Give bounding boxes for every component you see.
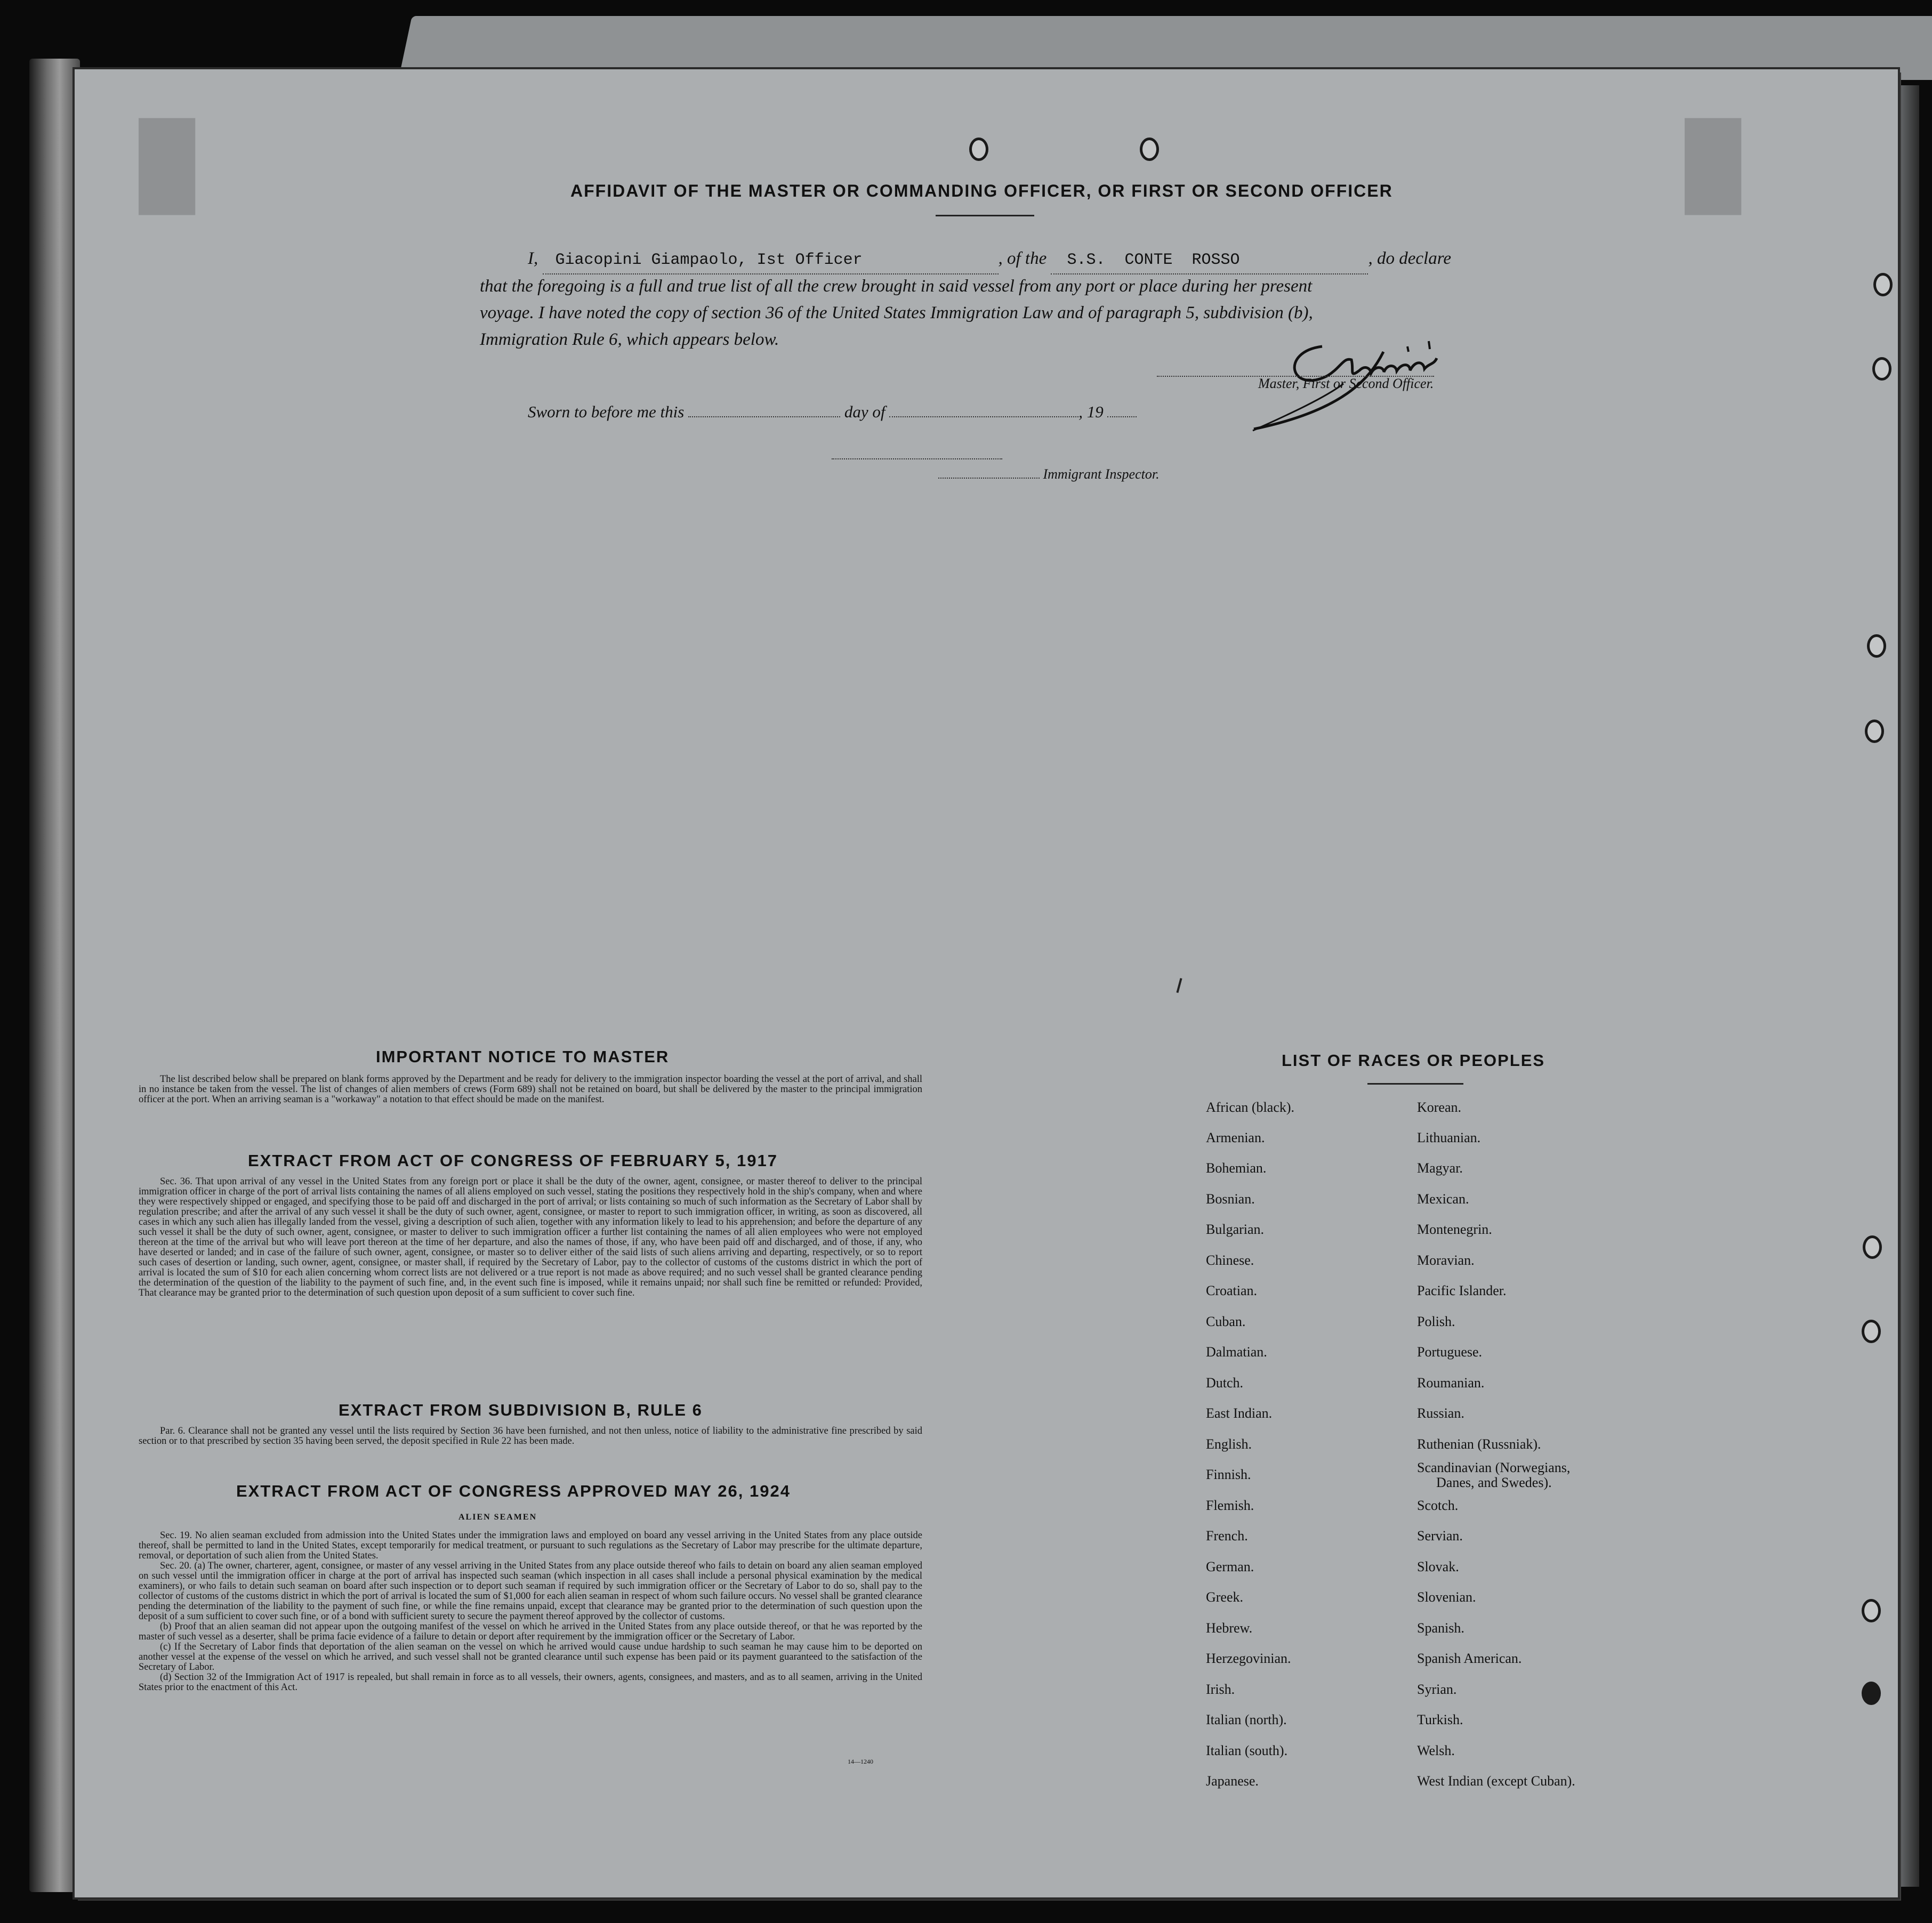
race-item: Slovak. (1417, 1559, 1459, 1574)
race-item: Armenian. (1206, 1130, 1265, 1145)
punch-hole (1863, 1235, 1882, 1259)
vessel-name: S.S. CONTE ROSSO (1067, 251, 1240, 269)
punch-hole (1865, 720, 1884, 743)
sworn-year-label: , 19 (1078, 402, 1104, 421)
race-item: Lithuanian. (1417, 1130, 1481, 1145)
officer-name: Giacopini Giampaolo, Ist Officer (555, 251, 863, 269)
sworn-month-field (889, 416, 1078, 417)
punch-hole (1862, 1599, 1881, 1622)
race-item: Croatian. (1206, 1283, 1258, 1298)
race-item: Slovenian. (1417, 1589, 1476, 1605)
inspector-caption-leader (938, 478, 1040, 479)
alien-seamen-subtitle: ALIEN SEAMEN (458, 1513, 537, 1522)
section-20c: (c) If the Secretary of Labor finds that deportation of the alien seaman on the vessel on which he arrived would cause undue hardship to such seaman he may cause him to be deported on another vessel at the expense of the vessel on which he arrived, and such vessel shall not be granted clearance until such expense has been paid or its payment guaranteed to the satisfaction of the Secretary of Labor. (139, 1642, 922, 1672)
race-item: Dalmatian. (1206, 1344, 1267, 1360)
section-19: Sec. 19. No alien seaman excluded from admission into the United States under the immigration laws and employed on board any vessel arriving in the United States from any place outside thereof, shall be permitted to land in the United States, except temporarily for medical treatment, or pursuant to such regulations as the Secretary of Labor may prescribe for the ultimate departure, removal, or deportation of such alien from the United States. (139, 1530, 922, 1561)
declaration-line-1 (528, 245, 1451, 274)
sworn-day-label: day of (844, 402, 885, 421)
inspector-caption (938, 466, 1160, 482)
punch-hole (1140, 138, 1159, 161)
race-item: Cuban. (1206, 1314, 1246, 1329)
race-item: Magyar. (1417, 1160, 1463, 1176)
race-item: Herzegovinian. (1206, 1651, 1291, 1666)
race-item: French. (1206, 1528, 1248, 1544)
race-item: Greek. (1206, 1589, 1244, 1605)
race-item: Montenegrin. (1417, 1222, 1492, 1237)
race-item: African (black). (1206, 1100, 1295, 1115)
sworn-year-field (1107, 416, 1137, 417)
title-rule (936, 215, 1034, 216)
declaration-line-4: Immigration Rule 6, which appears below. (480, 330, 779, 349)
race-item: Dutch. (1206, 1375, 1244, 1391)
race-item: Italian (north). (1206, 1712, 1287, 1727)
extract-rule6-title: EXTRACT FROM SUBDIVISION B, RULE 6 (339, 1401, 703, 1419)
race-item: Scotch. (1417, 1498, 1459, 1513)
punch-hole (1862, 1320, 1881, 1343)
extract-1917-title: EXTRACT FROM ACT OF CONGRESS OF FEBRUARY 5, 1917 (248, 1151, 778, 1170)
extract-rule6-body: Par. 6. Clearance shall not be granted any vessel until the lists required by Section 36 have been furnished, and not then unless, notice of liability to the administrative fine prescribed by said section or to that prescribed by section 35 having been served, the deposit specified in Rule 22 has been made. (139, 1426, 922, 1447)
races-title: LIST OF RACES OR PEOPLES (1282, 1051, 1545, 1070)
extract-1924-title: EXTRACT FROM ACT OF CONGRESS APPROVED MAY 26, 1924 (236, 1482, 791, 1500)
race-item: Italian (south). (1206, 1743, 1288, 1758)
race-item: Flemish. (1206, 1498, 1254, 1513)
notice-title: IMPORTANT NOTICE TO MASTER (376, 1047, 670, 1066)
race-item: Irish. (1206, 1682, 1235, 1697)
punch-hole (969, 138, 988, 161)
section-20b: (b) Proof that an alien seaman did not appear upon the outgoing manifest of the vessel on which he arrived in the United States from any place outside thereof, or that he was reported by the master of such vessel as a deserter, shall be prima facie evidence of a failure to detain or deport after requirement by the immigration officer or the Secretary of Labor. (139, 1621, 922, 1642)
race-item: Ruthenian (Russniak). (1417, 1436, 1541, 1452)
race-item: Moravian. (1417, 1253, 1475, 1268)
notice-body: The list described below shall be prepared on blank forms approved by the Department and be ready for delivery to the immigration inspector boarding the vessel at the port of arrival, and shall in no instance be taken from the vessel. The list of changes of alien members of crews (Form 689) shall not be retained on board, but shall be delivered by the master to the principal immigration officer at the port. When an arriving seaman is a "workaway" a notation to that effect should be made on the manifest. (139, 1074, 922, 1105)
sworn-date-field (688, 416, 840, 417)
race-item: Scandinavian (Norwegians, (1417, 1460, 1571, 1475)
section-20a: Sec. 20. (a) The owner, charterer, agent, consignee, or master of any vessel arriving in the United States from any place outside thereof who fails to detain on board any alien seaman employed on such vessel until the immigration officer in charge at the port of arrival has inspected such seaman (which inspection in all cases shall include a personal physical examination by the medical examiners), or who fails to detain such seaman on board after such inspection or to deport such seaman if required by such immigration officer or the Secretary of Labor to do so, shall pay to the collector of customs of the customs district in which the port of arrival is located the sum of $1,000 for each alien seaman in respect of whom such failure occurs. No vessel shall be granted clearance pending the determination of the liability to the payment of such fine, or while the fine remains unpaid, except that clearance may be granted prior to the determination of such question upon the deposit of a sum sufficient to cover such fine, or of a bond with sufficient surety to secure the payment thereof approved by the collector of customs. (139, 1561, 922, 1622)
page-edge-shadow (1898, 85, 1919, 1887)
race-item-wrap: Danes, and Swedes). (1436, 1475, 1552, 1490)
race-item: East Indian. (1206, 1405, 1273, 1421)
race-item: Syrian. (1417, 1682, 1457, 1697)
race-item: Spanish American. (1417, 1651, 1522, 1666)
race-item: Korean. (1417, 1100, 1462, 1115)
race-item: Chinese. (1206, 1253, 1254, 1268)
bleed-through-mark: █ (1685, 118, 1742, 208)
race-item: Japanese. (1206, 1773, 1259, 1789)
declaration-mid: , of the (998, 249, 1047, 268)
races-title-rule (1367, 1083, 1463, 1085)
race-item: West Indian (except Cuban). (1417, 1773, 1575, 1789)
race-item: German. (1206, 1559, 1254, 1574)
section-20d: (d) Section 32 of the Immigration Act of 1917 is repealed, but shall remain in force as to all vessels, their owners, agents, consignees, and masters, and as to all seamen, arriving in the United States prior to the enactment of this Act. (139, 1672, 922, 1693)
signature-caption: Master, First or Second Officer. (1258, 376, 1434, 391)
race-item: Servian. (1417, 1528, 1463, 1544)
extract-1917-body: Sec. 36. That upon arrival of any vessel in the United States from any foreign port or place it shall be the duty of the owner, agent, consignee, or master thereof to deliver to the principal immigration officer in charge of the port of arrival lists containing the names of all aliens employed on such vessel, stating the positions they respectively hold in the ship's company, when and where they were respectively shipped or engaged, and specifying those to be paid off and discharged in the port of arrival; or lists containing so much of such information as the Secretary of Labor shall by regulation prescribe; and after the arrival of any such vessel it shall be the duty of such owner, agent, consignee, or master to report to such immigration officer, in writing, as soon as discovered, all cases in which any such alien has illegally landed from the vessel, giving a description of such alien, together with any information likely to lead to his apprehension; and before the departure of any such vessel it shall be the duty of such owner, agent, consignee, or master to deliver to such immigration officer a further list containing the names of all alien employees who were not employed thereon at the time of the arrival but who will leave port thereon at the time of her departure, and also the names of those, if any, who have been paid off and discharged, and of those, if any, who have deserted or landed; and in case of the failure of such owner, agent, consignee, or master so to deliver either of the said lists of such aliens arriving and departing, respectively, or so to report such cases of desertion or landing, such owner, agent, consignee, or master shall, if required by the Secretary of Labor, pay to the collector of customs of the customs district in which the port of arrival is located the sum of $10 for each alien concerning whom correct lists are not delivered or a true report is not made as above required; and no such vessel shall be granted clearance pending the determination of the question of the liability to the payment of such fine, and, in the event such fine is imposed, while it remains unpaid; nor shall such fine be remitted or refunded: Provided, That clearance may be granted prior to the determination of such question upon deposit of a sum sufficient to cover such fine. (139, 1176, 922, 1298)
race-item: Welsh. (1417, 1743, 1455, 1758)
punch-hole (1862, 1682, 1881, 1705)
race-item: Turkish. (1417, 1712, 1463, 1727)
race-item: Bosnian. (1206, 1191, 1255, 1207)
race-item: Mexican. (1417, 1191, 1469, 1207)
sworn-line (528, 402, 1137, 422)
binding-strip (29, 59, 80, 1892)
race-item: Spanish. (1417, 1620, 1464, 1636)
race-item: Polish. (1417, 1314, 1455, 1329)
declaration-prefix: I, (528, 249, 538, 268)
race-item: English. (1206, 1436, 1252, 1452)
inspector-line (832, 458, 1002, 459)
extract-1924-body (139, 1531, 922, 1693)
inspector-caption-text: Immigrant Inspector. (1043, 466, 1160, 482)
race-item: Hebrew. (1206, 1620, 1253, 1636)
race-item: Russian. (1417, 1405, 1464, 1421)
race-item: Portuguese. (1417, 1344, 1483, 1360)
race-item: Finnish. (1206, 1467, 1251, 1482)
vessel-name-field (1051, 245, 1368, 274)
sworn-prefix: Sworn to before me this (528, 402, 685, 421)
punch-hole (1873, 273, 1893, 296)
race-item: Roumanian. (1417, 1375, 1485, 1391)
punch-hole (1867, 634, 1886, 658)
bleed-through-mark: █ (139, 118, 196, 208)
officer-name-field (543, 245, 999, 274)
race-item: Pacific Islander. (1417, 1283, 1507, 1298)
race-item: Bohemian. (1206, 1160, 1267, 1176)
punch-hole (1872, 357, 1891, 381)
race-item: Bulgarian. (1206, 1222, 1265, 1237)
affidavit-title: AFFIDAVIT OF THE MASTER OR COMMANDING OFFICER, OR FIRST OR SECOND OFFICER (570, 181, 1393, 200)
declaration-line-3: voyage. I have noted the copy of section 36 of the United States Immigration Law and of paragraph 5, subdivision (b), (480, 303, 1313, 322)
declaration-suffix: , do declare (1368, 249, 1451, 268)
declaration-line-2: that the foregoing is a full and true list of all the crew brought in said vessel from any port or place during her present (480, 277, 1313, 296)
form-number: 14—1240 (848, 1758, 873, 1765)
